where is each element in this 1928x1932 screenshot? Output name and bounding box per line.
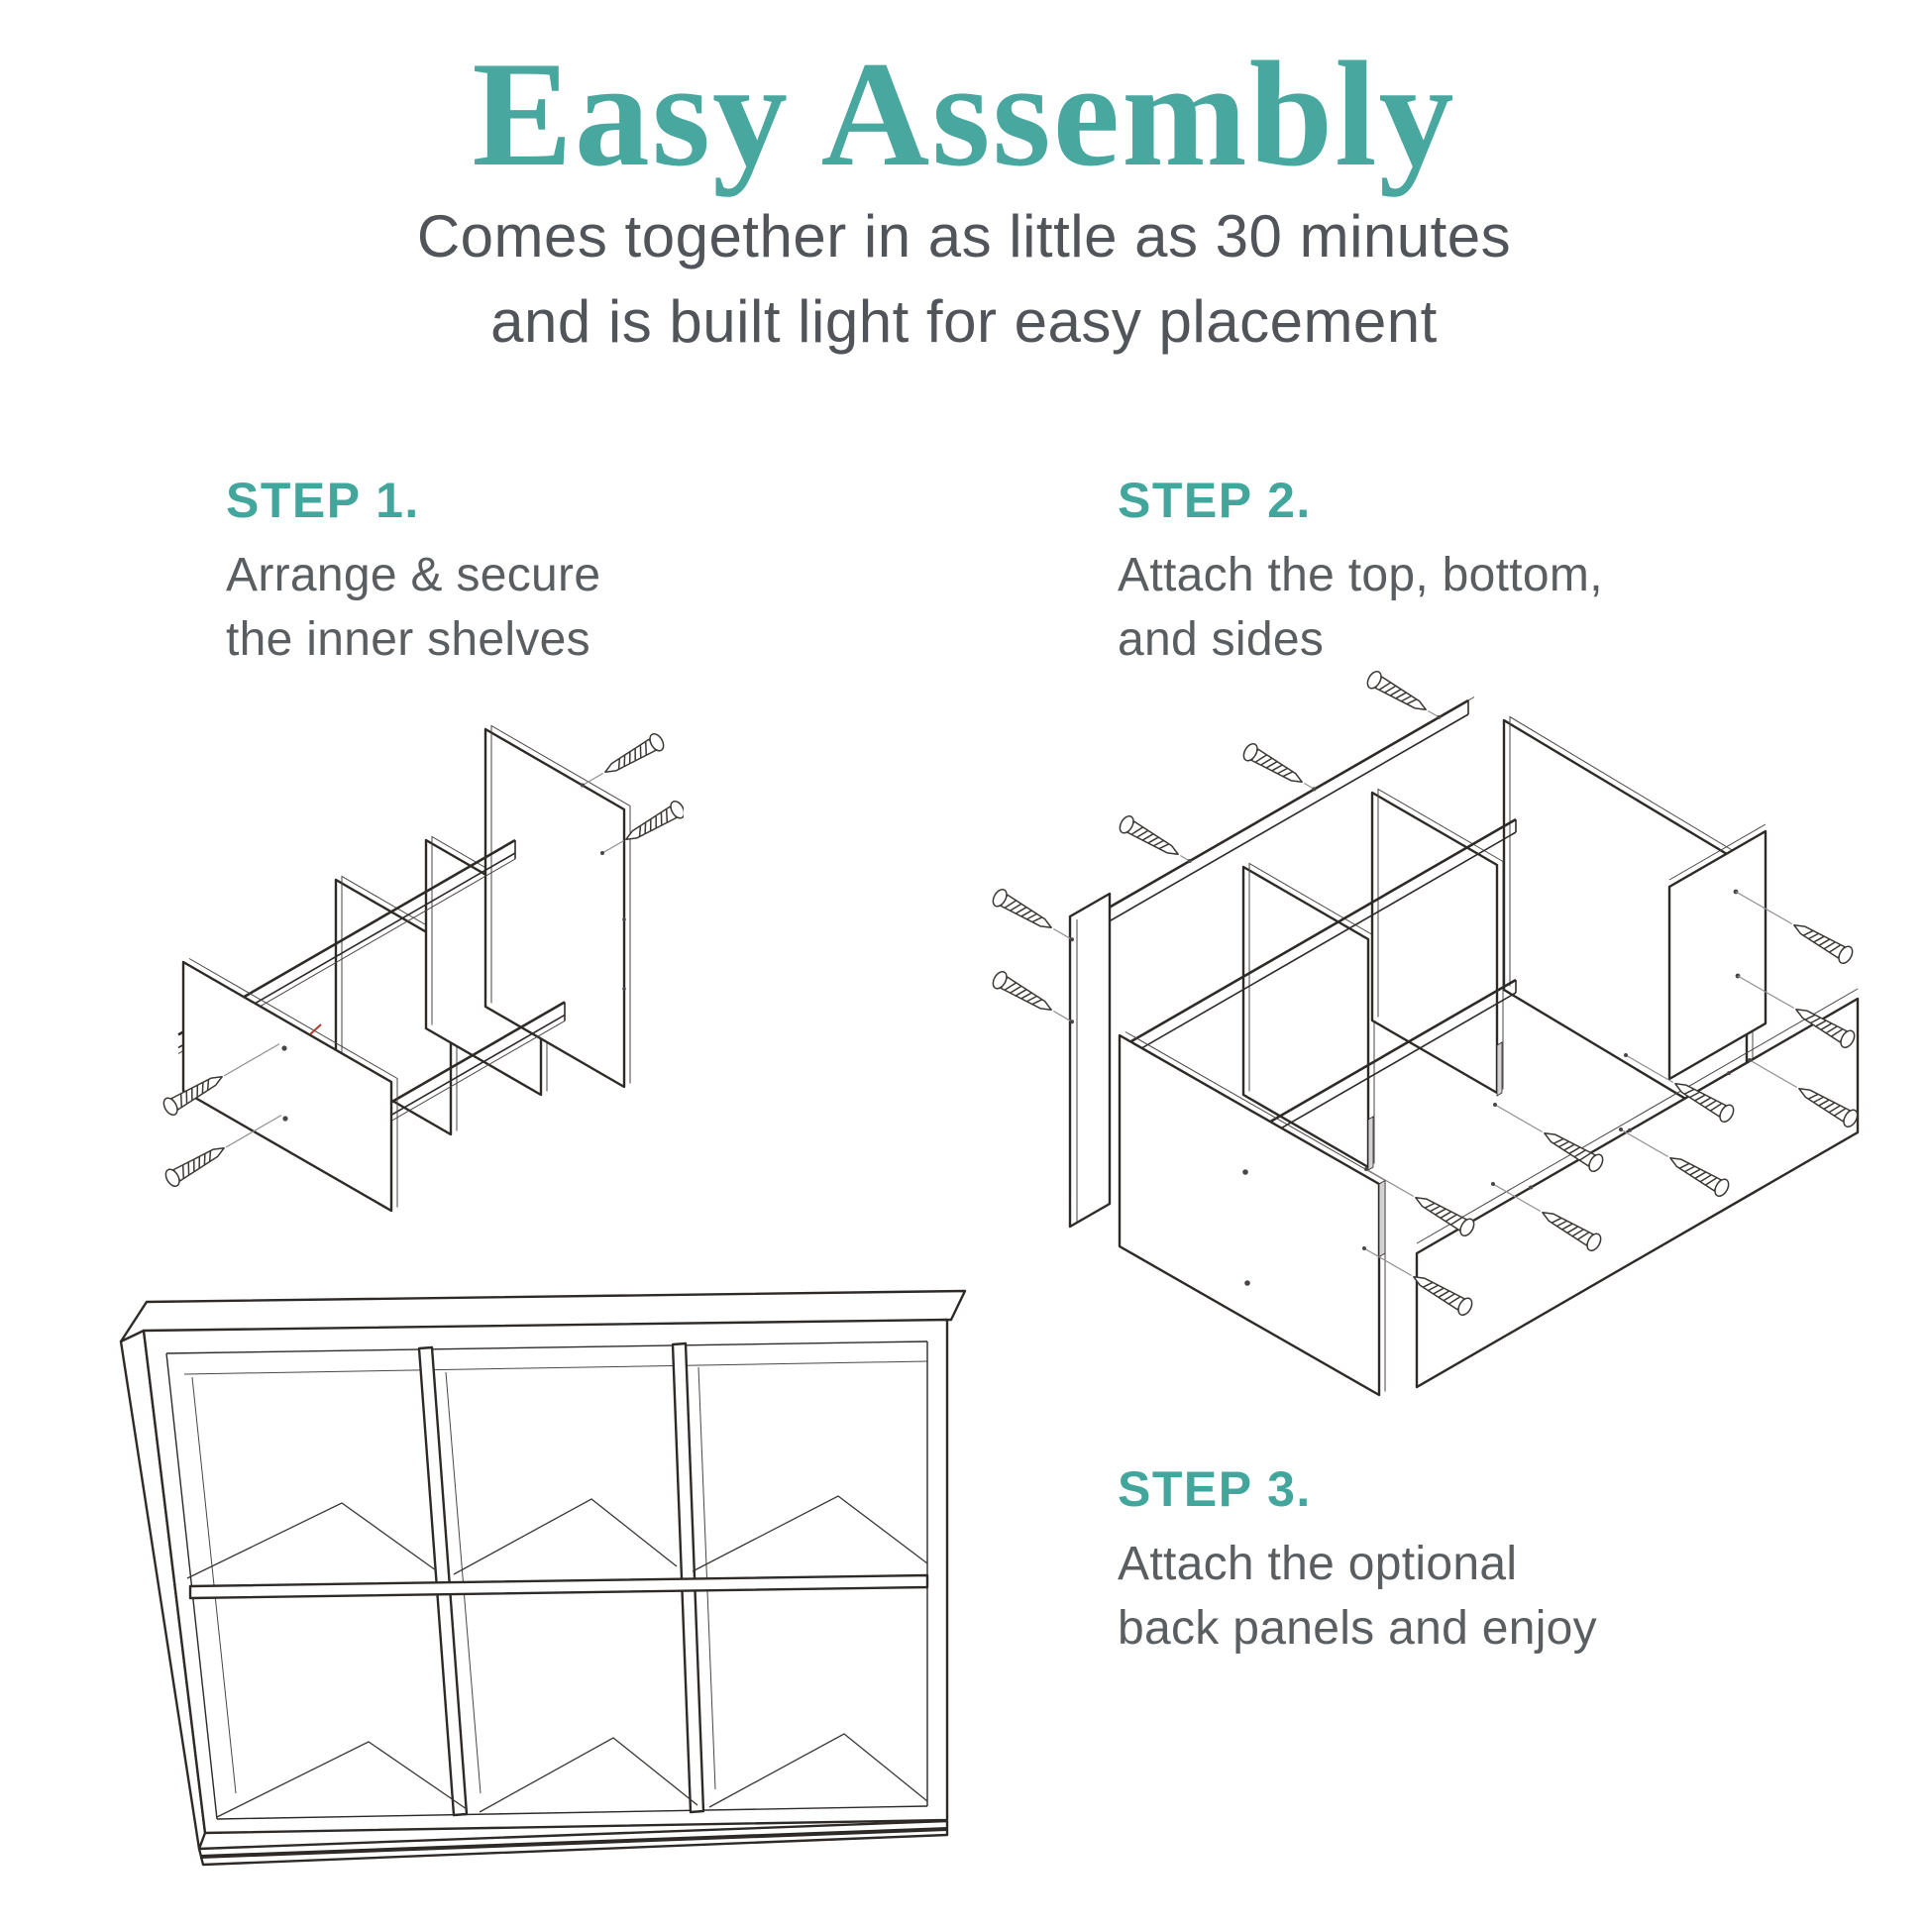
screw-icon [621,799,684,847]
step-2-block [1118,472,1791,673]
screw-icon [991,969,1056,1018]
step-1-line-1: Arrange & secure [226,549,601,601]
subtitle-line-1: Comes together in as little as 30 minutes [416,203,1512,269]
screw-icon [1241,741,1307,790]
step-2-line-2: and sides [1118,613,1325,667]
step-3-block [1118,1460,1791,1662]
pilot-hole [1242,1169,1248,1175]
pilot-hole [281,1045,286,1050]
pilot-hole [1244,1280,1250,1286]
screw-icon [600,731,666,780]
step-3-label: STEP 3. [1118,1461,1312,1517]
screw-icon [991,887,1056,935]
step-1-line-2: the inner shelves [226,613,590,667]
screw-icon [1411,1190,1476,1238]
screw-icon [1365,669,1431,717]
step-3-line-2: back panels and enjoy [1118,1602,1597,1656]
screw-icon [1118,813,1183,862]
page-title: Easy Assembly [472,31,1456,197]
step2-exploded-panels-illustration [976,649,1907,1432]
step-2-label: STEP 2. [1118,473,1312,528]
step3-assembled-organizer-illustration [87,1278,979,1932]
step-2-line-1: Attach the top, bottom, [1118,549,1603,601]
step-1-description [226,543,900,673]
step1-exploded-inner-shelves-illustration [129,721,684,1296]
page-subtitle [0,194,1928,365]
step-1-label: STEP 1. [226,473,420,528]
screw-icon [1789,917,1855,966]
step-3-line-1: Attach the optional [1118,1538,1518,1590]
step-1-block [226,472,900,673]
screw-icon [163,1140,229,1189]
pilot-hole [282,1116,287,1121]
step-3-description [1118,1532,1791,1662]
subtitle-line-2: and is built light for easy placement [490,287,1438,355]
left-side-panel [1070,894,1110,1227]
